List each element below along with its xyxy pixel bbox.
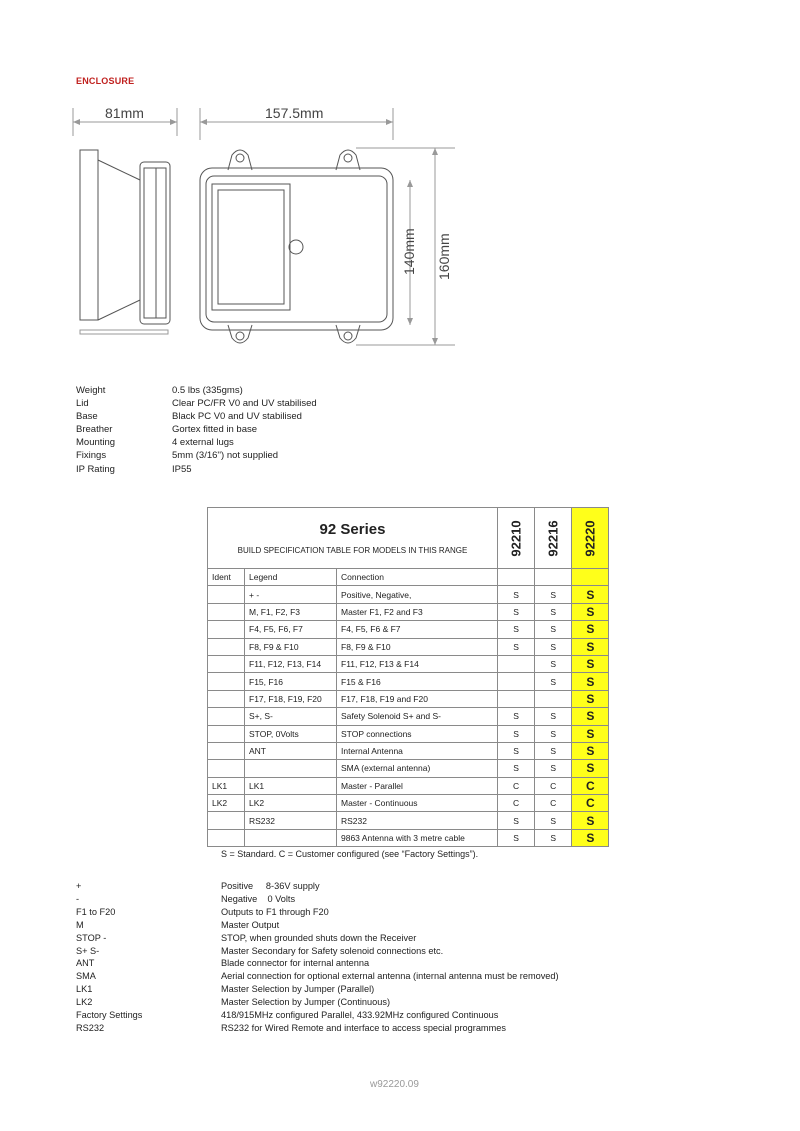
cell-92216: C	[535, 777, 572, 794]
cell-ident	[208, 760, 245, 777]
cell-legend: F4, F5, F6, F7	[245, 621, 337, 638]
spec-row: IP Rating IP55	[76, 463, 192, 475]
cell-legend: LK1	[245, 777, 337, 794]
cell-92210: S	[498, 725, 535, 742]
cell-92210	[498, 673, 535, 690]
glossary-row: Factory Settings 418/915MHz configured Parallel, 433.92MHz configured Continuous	[76, 1010, 499, 1021]
cell-92210: S	[498, 708, 535, 725]
model-header-92210: 92210	[508, 519, 524, 557]
cell-legend: F8, F9 & F10	[245, 638, 337, 655]
cell-92210: C	[498, 777, 535, 794]
series-subtitle: BUILD SPECIFICATION TABLE FOR MODELS IN THIS RANGE	[237, 546, 468, 555]
cell-legend: RS232	[245, 812, 337, 829]
cell-connection: Master F1, F2 and F3	[337, 603, 498, 620]
cell-connection: F17, F18, F19 and F20	[337, 690, 498, 707]
cell-92216: S	[535, 621, 572, 638]
cell-connection: RS232	[337, 812, 498, 829]
cell-92210	[498, 655, 535, 672]
glossary-row: SMA Aerial connection for optional external antenna (internal antenna must be removed)	[76, 971, 559, 982]
glossary-row: S+ S- Master Secondary for Safety solenoid connections etc.	[76, 945, 444, 956]
cell-92220: S	[572, 690, 609, 707]
cell-92220: S	[572, 708, 609, 725]
cell-92220: S	[572, 621, 609, 638]
spec-row: Weight 0.5 lbs (335gms)	[76, 385, 243, 396]
spec-row: Fixings 5mm (3/16'') not supplied	[76, 450, 279, 462]
cell-connection: F11, F12, F13 & F14	[337, 655, 498, 672]
cell-92210: S	[498, 812, 535, 829]
cell-92210: S	[498, 621, 535, 638]
cell-ident	[208, 690, 245, 707]
cell-92220: S	[572, 760, 609, 777]
cell-92216: S	[535, 673, 572, 690]
cell-legend: ANT	[245, 742, 337, 759]
cell-92216: S	[535, 603, 572, 620]
cell-92220: S	[572, 829, 609, 846]
cell-ident	[208, 742, 245, 759]
cell-92220: S	[572, 725, 609, 742]
cell-92210: S	[498, 586, 535, 603]
table-row	[208, 742, 609, 759]
table-row	[208, 725, 609, 742]
cell-ident	[208, 829, 245, 846]
cell-connection: F15 & F16	[337, 673, 498, 690]
cell-92216: S	[535, 829, 572, 846]
cell-ident	[208, 638, 245, 655]
cell-connection: Safety Solenoid S+ and S-	[337, 708, 498, 725]
glossary-row: - Negative 0 Volts	[76, 893, 296, 904]
section-heading: ENCLOSURE	[76, 76, 135, 86]
cell-connection: F4, F5, F6 & F7	[337, 621, 498, 638]
table-row	[208, 603, 609, 620]
cell-92216: S	[535, 708, 572, 725]
cell-92220: C	[572, 777, 609, 794]
cell-connection: Master - Continuous	[337, 795, 498, 812]
document-code: w92220.09	[370, 1079, 419, 1090]
cell-legend: F17, F18, F19, F20	[245, 690, 337, 707]
glossary-row: LK1 Master Selection by Jumper (Parallel)	[76, 984, 375, 995]
table-row	[208, 673, 609, 690]
model-header-92216: 92216	[545, 519, 561, 557]
cell-92216: S	[535, 638, 572, 655]
enclosure-drawing	[60, 100, 460, 360]
glossary-row: + Positive 8-36V supply	[76, 881, 320, 891]
cell-92216: C	[535, 795, 572, 812]
dim-157-5mm: 157.5mm	[265, 105, 324, 121]
table-row	[208, 760, 609, 777]
spec-row: Mounting 4 external lugs	[76, 437, 234, 449]
cell-connection: SMA (external antenna)	[337, 760, 498, 777]
cell-connection: Internal Antenna	[337, 742, 498, 759]
cell-connection: Master - Parallel	[337, 777, 498, 794]
cell-ident	[208, 586, 245, 603]
cell-92210: S	[498, 638, 535, 655]
glossary-row: M Master Output	[76, 919, 280, 930]
glossary-row: STOP - STOP, when grounded shuts down the Receiver	[76, 932, 417, 943]
table-row	[208, 829, 609, 846]
header-connection: Connection	[337, 569, 498, 586]
cell-92210	[498, 690, 535, 707]
cell-legend: + -	[245, 586, 337, 603]
table-row	[208, 638, 609, 655]
table-note: S = Standard. C = Customer configured (see “Factory Settings”).	[221, 849, 479, 859]
glossary-row: RS232 RS232 for Wired Remote and interface to access special programmes	[76, 1022, 506, 1033]
cell-ident	[208, 603, 245, 620]
cell-92210: S	[498, 829, 535, 846]
cell-ident	[208, 655, 245, 672]
dim-160mm: 160mm	[436, 233, 452, 280]
dim-81mm: 81mm	[105, 105, 144, 121]
cell-ident	[208, 673, 245, 690]
cell-92216: S	[535, 742, 572, 759]
table-title-row	[208, 508, 609, 569]
table-row	[208, 812, 609, 829]
cell-ident	[208, 708, 245, 725]
table-row	[208, 795, 609, 812]
cell-legend: LK2	[245, 795, 337, 812]
cell-legend: F11, F12, F13, F14	[245, 655, 337, 672]
header-ident: Ident	[208, 569, 245, 586]
header-legend: Legend	[245, 569, 337, 586]
glossary-row: LK2 Master Selection by Jumper (Continuous)	[76, 997, 391, 1008]
cell-legend: F15, F16	[245, 673, 337, 690]
cell-ident	[208, 812, 245, 829]
cell-92220: S	[572, 742, 609, 759]
cell-connection: Positive, Negative,	[337, 586, 498, 603]
cell-ident	[208, 621, 245, 638]
table-row	[208, 655, 609, 672]
cell-92220: S	[572, 586, 609, 603]
table-body	[208, 586, 609, 847]
cell-92216: S	[535, 586, 572, 603]
cell-92216: S	[535, 725, 572, 742]
table-row	[208, 621, 609, 638]
cell-92210: S	[498, 603, 535, 620]
cell-92216: S	[535, 812, 572, 829]
cell-92210: C	[498, 795, 535, 812]
cell-legend: STOP, 0Volts	[245, 725, 337, 742]
glossary-row: F1 to F20 Outputs to F1 through F20	[76, 906, 329, 917]
cell-legend: S+, S-	[245, 708, 337, 725]
cell-92220: S	[572, 638, 609, 655]
table-header-row	[208, 569, 609, 586]
cell-connection: 9863 Antenna with 3 metre cable	[337, 829, 498, 846]
spec-row: Breather Gortex fitted in base	[76, 424, 258, 436]
glossary-row: ANT Blade connector for internal antenna	[76, 958, 370, 969]
model-header-92220: 92220	[582, 519, 598, 557]
cell-92216: S	[535, 760, 572, 777]
spec-row: Lid Clear PC/FR V0 and UV stabilised	[76, 398, 317, 410]
table-row	[208, 690, 609, 707]
cell-ident: LK2	[208, 795, 245, 812]
cell-92220: C	[572, 795, 609, 812]
cell-ident: LK1	[208, 777, 245, 794]
spec-list	[76, 384, 317, 476]
cell-92220: S	[572, 673, 609, 690]
table-row	[208, 777, 609, 794]
cell-92220: S	[572, 655, 609, 672]
cell-92210: S	[498, 742, 535, 759]
cell-connection: STOP connections	[337, 725, 498, 742]
build-spec-table	[207, 507, 609, 847]
cell-legend	[245, 829, 337, 846]
glossary	[76, 880, 559, 1035]
table-row	[208, 586, 609, 603]
cell-92216: S	[535, 655, 572, 672]
cell-legend	[245, 760, 337, 777]
cell-92220: S	[572, 812, 609, 829]
cell-connection: F8, F9 & F10	[337, 638, 498, 655]
cell-ident	[208, 725, 245, 742]
series-title: 92 Series	[319, 521, 386, 538]
table-row	[208, 708, 609, 725]
cell-92210: S	[498, 760, 535, 777]
cell-92216	[535, 690, 572, 707]
dim-140mm: 140mm	[401, 228, 417, 275]
spec-row: Base Black PC V0 and UV stabilised	[76, 411, 302, 423]
cell-92220: S	[572, 603, 609, 620]
cell-legend: M, F1, F2, F3	[245, 603, 337, 620]
